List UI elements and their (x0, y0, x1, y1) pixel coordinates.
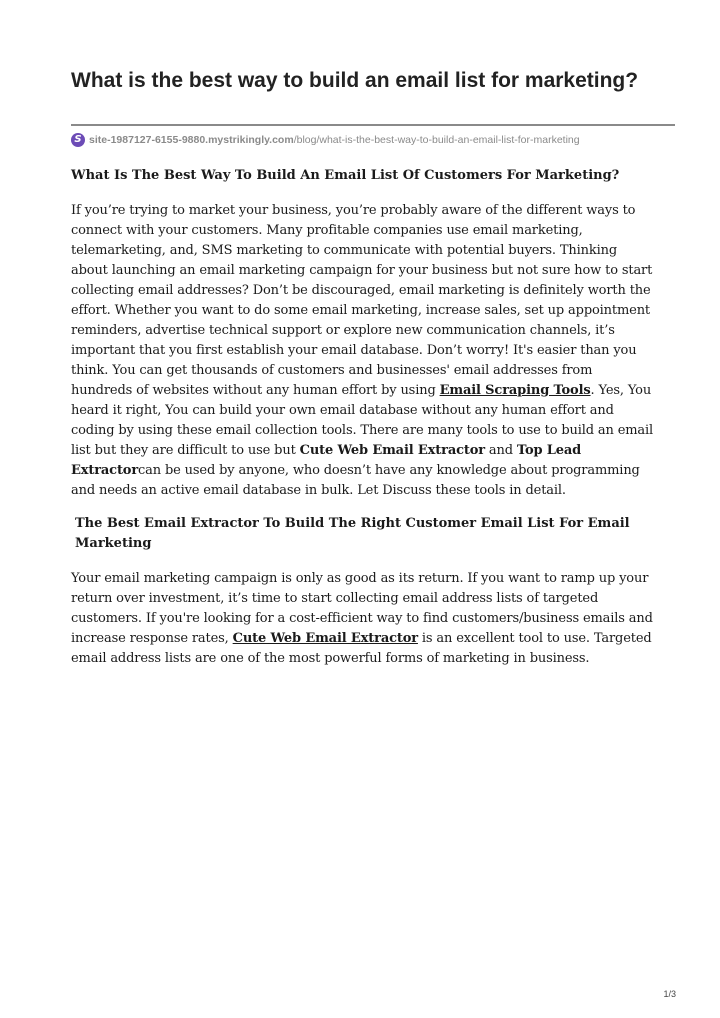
source-domain[interactable]: site-1987127-6155-9880.mystrikingly.com (89, 134, 294, 146)
source-url[interactable] (71, 132, 580, 148)
title-divider (71, 124, 675, 126)
article-paragraph-2 (71, 569, 656, 669)
paragraph-text: If you’re trying to market your business, you’re probably aware of the different ways to connect with your customers. Many profitable companies use email marketing, telemarketing, and, SMS marketing to communicate with potential buyers. Thinking about launching an email marketing campaign for your business but not sure how to start collecting email addresses? Don’t be discouraged, email marketing is definitely worth the effort. Whether you want to do some email marketing, increase sales, set up appointment reminders, advertise technical support or explore new communication channels, it’s important that you first establish your email database. Don’t worry! It's easier than you think. You can get thousands of customers and businesses' email addresses from hundreds of websites without any human effort by using (71, 203, 653, 398)
top-lead-extractor-bold: Top Lead Extractor (71, 443, 582, 478)
paragraph-text: and (484, 443, 517, 458)
paragraph-text: Your email marketing campaign is only as good as its return. If you want to ramp up your return over investment, it’s time to start collecting email address lists of targeted customers. If you're looking for a cost-efficient way to find customers/business emails and increase response rates, (71, 571, 653, 646)
heading-text: The Best Email Extractor To Build The Right Customer Email List For Email Marketing (75, 516, 630, 551)
paragraph-text: can be used by anyone, who doesn’t have any knowledge about programming and needs an active email database in bulk. Let Discuss these tools in detail. (71, 463, 640, 498)
email-scraping-tools-link[interactable]: Email Scraping Tools (439, 383, 591, 398)
article-heading-2 (71, 514, 656, 554)
page-number: 1/3 (663, 989, 676, 999)
source-path[interactable]: /blog/what-is-the-best-way-to-build-an-email-list-for-marketing (293, 134, 580, 146)
paragraph-text: is an excellent tool to use. Targeted email address lists are one of the most powerful forms of marketing in business. (71, 631, 652, 666)
article-paragraph-1 (71, 201, 656, 501)
paragraph-text: . Yes, You heard it right, You can build your own email database without any human effort and coding by using these email collection tools. There are many tools to use to build an email list but they are difficult to use but (71, 383, 654, 458)
article-body (71, 166, 656, 682)
document-title: What is the best way to build an email list for marketing? (71, 69, 639, 92)
article-heading-1: What Is The Best Way To Build An Email List Of Customers For Marketing? (71, 168, 620, 183)
strikingly-logo-icon: S (71, 133, 85, 147)
cute-web-email-extractor-link[interactable]: Cute Web Email Extractor (232, 631, 418, 646)
cute-web-extractor-bold: Cute Web Email Extractor (299, 443, 485, 458)
